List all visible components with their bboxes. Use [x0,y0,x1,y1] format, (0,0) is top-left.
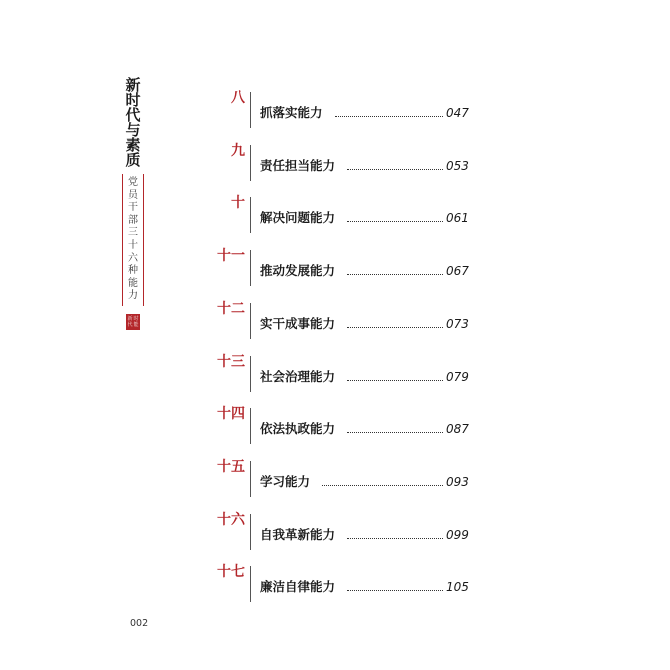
chapter-page-number: 073 [446,316,469,331]
book-subtitle-char: 部 [128,214,138,226]
chapter-number: 九 [231,142,245,159]
chapter-number: 十三 [217,353,245,370]
dot-leader [347,169,443,170]
book-subtitle-char: 能 [128,277,138,289]
chapter-page-number: 099 [446,527,469,542]
dot-leader [347,538,443,539]
dot-leader [322,485,443,486]
chapter-title: 社会治理能力 [260,368,336,384]
book-title-char: 时 [125,91,141,109]
divider-line [250,250,251,286]
dot-leader [347,221,443,222]
chapter-number: 十四 [217,406,245,423]
chapter-title: 学习能力 [260,473,311,489]
divider-line [250,408,251,444]
book-subtitle-char: 员 [128,189,138,201]
dot-leader [347,274,443,275]
toc-entry[interactable] [0,248,670,288]
toc-entry[interactable] [0,301,670,341]
chapter-page-number: 079 [446,369,469,384]
toc-entry[interactable] [0,406,670,446]
chapter-title: 依法执政能力 [260,421,336,437]
chapter-number: 十 [231,195,245,212]
divider-line [250,145,251,181]
seal-char: 新 [127,315,133,322]
divider-line [250,303,251,339]
book-subtitle-char: 三 [128,227,138,239]
seal-char: 时 [133,315,139,322]
divider-line [250,514,251,550]
seal-char: 能 [133,321,139,328]
chapter-number: 十七 [217,564,245,581]
chapter-title: 抓落实能力 [260,105,323,120]
divider-line [250,92,251,128]
toc-entry[interactable] [0,195,670,235]
chapter-page-number: 047 [446,106,469,120]
chapter-number: 十五 [217,458,245,475]
chapter-number: 十一 [217,248,245,265]
chapter-title: 责任担当能力 [260,157,336,173]
divider-line [250,356,251,392]
book-title-char: 质 [125,151,141,169]
chapter-page-number: 053 [446,158,469,173]
book-subtitle-char: 干 [128,202,138,214]
toc-entry[interactable] [0,354,670,394]
chapter-page-number: 061 [446,211,469,226]
dot-leader [347,590,443,591]
chapter-page-number: 093 [446,474,469,489]
seal-char: 代 [127,321,133,328]
dot-leader [335,116,443,117]
toc-entry[interactable] [0,143,670,183]
dot-leader [347,380,443,381]
chapter-number: 十二 [217,300,245,317]
dot-leader [347,327,443,328]
toc-entry[interactable] [0,564,670,604]
chapter-page-number: 067 [446,264,469,279]
book-title-char: 新 [125,76,141,94]
book-title-char: 素 [125,136,141,154]
page-number: 002 [130,618,149,629]
chapter-page-number: 105 [446,580,469,595]
book-title-char: 与 [125,121,141,139]
dot-leader [347,432,443,433]
chapter-title: 解决问题能力 [260,210,336,226]
book-subtitle-char: 党 [128,177,138,188]
chapter-title: 廉洁自律能力 [260,579,336,595]
chapter-number: 十六 [217,511,245,528]
toc-entry[interactable] [0,90,670,130]
chapter-title: 推动发展能力 [260,263,336,279]
chapter-title: 自我革新能力 [260,526,336,542]
chapter-title: 实干成事能力 [260,315,336,331]
toc-entry[interactable] [0,459,670,499]
toc-entry[interactable] [0,512,670,552]
divider-line [250,566,251,602]
chapter-page-number: 087 [446,422,469,437]
book-title-char: 代 [125,106,141,124]
book-subtitle-char: 十 [128,239,138,251]
chapter-number: 八 [231,90,245,106]
divider-line [250,461,251,497]
book-subtitle-char: 力 [128,290,138,302]
book-subtitle-char: 种 [128,265,138,277]
divider-line [250,197,251,233]
book-subtitle-char: 六 [128,252,138,264]
